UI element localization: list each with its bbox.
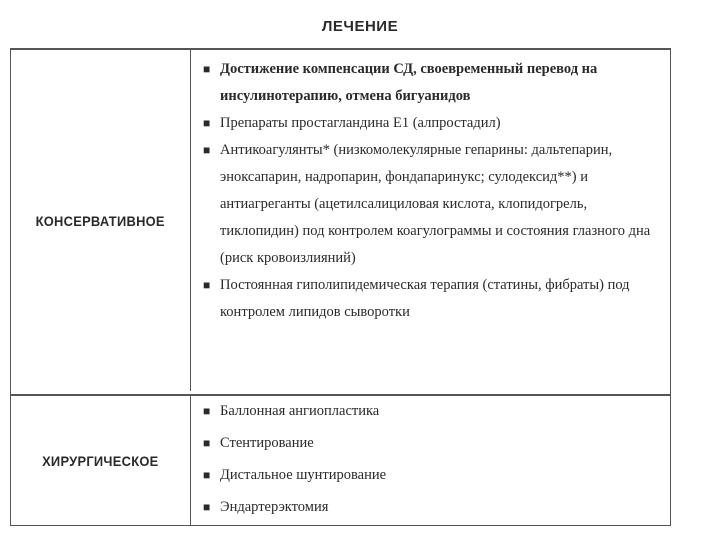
list-item-text: Постоянная гиполипидемическая терапия (статины, фибраты) под контролем липидов сыворотки	[220, 277, 630, 320]
list-item-text: Стентирование	[220, 435, 314, 451]
list-item	[192, 427, 670, 459]
list-item	[192, 110, 662, 137]
bullet-icon: ■	[203, 436, 211, 450]
bullet-icon: ■	[203, 468, 211, 482]
list-item-text: Достижение компенсации СД, своевременный перевод на инсулинотерапию, отмена бигуанидов	[220, 61, 598, 104]
list-item	[192, 491, 670, 523]
bullet-icon: ■	[203, 116, 211, 130]
list-item-text: Дистальное шунтирование	[220, 467, 387, 483]
bullet-icon: ■	[203, 500, 211, 514]
table-row-conservative	[11, 50, 670, 391]
list-item-text: Эндартерэктомия	[220, 499, 329, 515]
list-item	[192, 459, 670, 491]
list-item	[192, 395, 670, 427]
list-item	[192, 272, 662, 326]
bullet-icon: ■	[203, 278, 211, 292]
row-content-cell	[192, 50, 670, 391]
row-label-cell	[11, 396, 191, 525]
row-label: ХИРУРГИЧЕСКОЕ	[42, 452, 159, 469]
list-item-text: Антикоагулянты* (низкомолекулярные гепарины: дальтепарин, эноксапарин, надропарин, фондапаринукс; сулодексид**) и антиагреганты (ацетилсалициловая кислота, клопидогрель, тиклопидин) под контролем коагулограммы и состояния глазного дна (риск кровоизлияний)	[220, 142, 651, 266]
bullet-list	[192, 56, 670, 326]
list-item	[192, 56, 662, 110]
bullet-icon: ■	[203, 143, 211, 157]
bullet-icon: ■	[203, 62, 211, 76]
row-label: КОНСЕРВАТИВНОЕ	[35, 212, 166, 229]
row-label-cell	[11, 50, 191, 391]
list-item	[192, 137, 662, 272]
row-content-cell	[192, 396, 670, 525]
bullet-icon: ■	[203, 404, 211, 418]
treatment-table	[10, 48, 671, 526]
table-row-surgical	[11, 394, 670, 525]
list-item-text: Препараты простагландина E1 (алпростадил)	[220, 115, 501, 131]
bullet-list	[192, 395, 670, 523]
list-item-text: Баллонная ангиопластика	[220, 403, 380, 419]
page-title: ЛЕЧЕНИЕ	[321, 18, 399, 35]
